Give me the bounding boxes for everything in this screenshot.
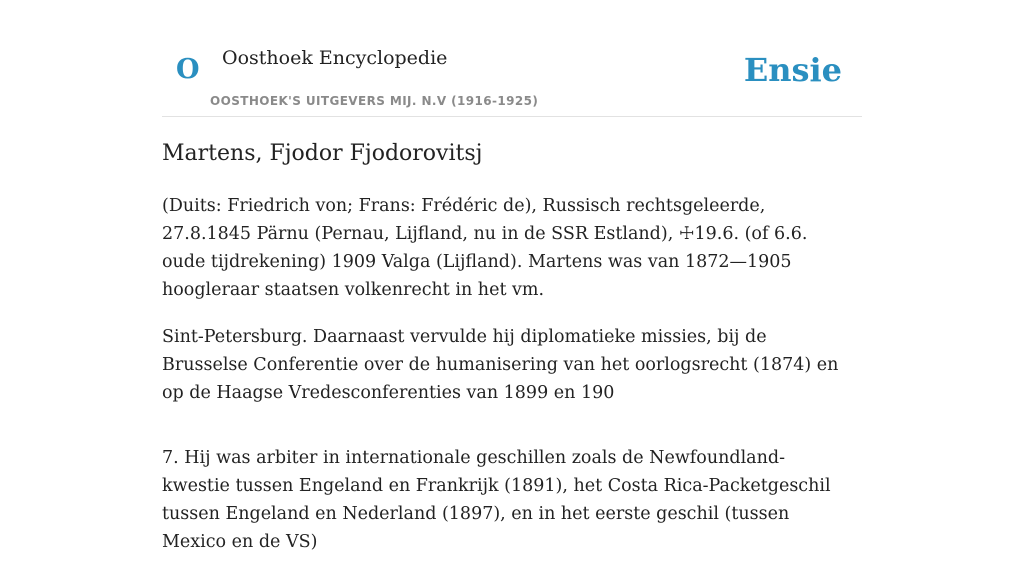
entry-body (162, 192, 852, 575)
entry-paragraph: (Duits: Friedrich von; Frans: Frédéric de), Russisch rechtsgeleerde, 27.8.1845 Pärnu (Pernau, Lijfland, nu in de SSR Estland), ☩19.6. (of 6.6. oude tijdrekening) 1909 Valga (Lijfland). Martens was van 1872—1905 hoogleraar staatsen volkenrecht in het vm. (162, 196, 808, 300)
site-title[interactable]: Oosthoek Encyclopedie (222, 47, 448, 69)
brand-logo-link[interactable]: Ensie (743, 51, 842, 89)
site-logo[interactable]: O (176, 54, 200, 85)
site-header (162, 0, 862, 117)
site-subtitle: OOSTHOEK'S UITGEVERS MIJ. N.V (1916-1925) (210, 94, 539, 108)
entry-paragraph: Sint-Petersburg. Daarnaast vervulde hij diplomatieke missies, bij de Brusselse Conferentie over de humanisering van het oorlogsrecht (1874) en op de Haagse Vredesconferenties van 1899 en 190 (162, 327, 839, 403)
entry-paragraph: 7. Hij was arbiter in internationale geschillen zoals de Newfoundland-kwestie tussen Engeland en Frankrijk (1891), het Costa Rica-Packetgeschil tussen Engeland en Nederland (1897), en in het eerste geschil (tussen Mexico en de VS) (162, 448, 831, 552)
entry-title: Martens, Fjodor Fjodorovitsj (162, 141, 483, 166)
